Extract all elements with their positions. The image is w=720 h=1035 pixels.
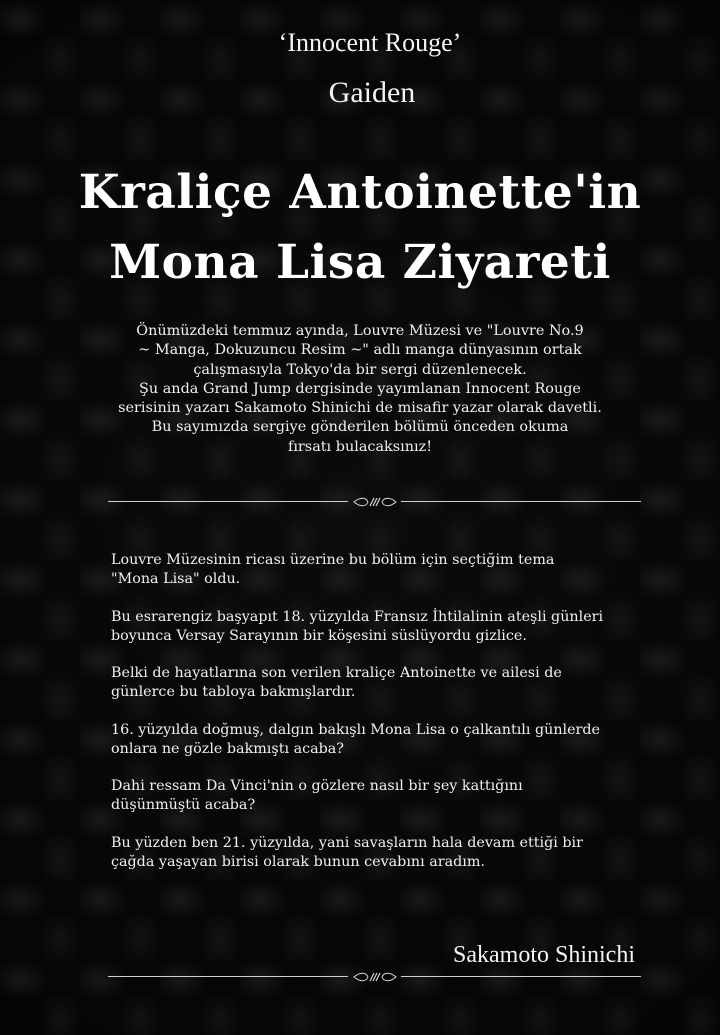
note-line: düşünmüştü acaba? bbox=[111, 797, 256, 813]
note-line: 16. yüzyılda doğmuş, dalgın bakışlı Mona Lisa o çalkantılı günlerde bbox=[111, 721, 601, 738]
note-line: "Mona Lisa" oldu. bbox=[111, 571, 241, 587]
chapter-title-line-1: Kraliçe Antoinette'in bbox=[78, 165, 642, 220]
intro-line: Önümüzdeki temmuz ayında, Louvre Müzesi ve "Louvre No.9 bbox=[136, 323, 584, 339]
note-line: Dahi ressam Da Vinci'nin o gözlere nasıl bir şey kattığını bbox=[111, 778, 523, 794]
note-line: Bu yüzden ben 21. yüzyılda, yani savaşların hala devam ettiği bir bbox=[111, 834, 583, 851]
intro-line: fırsatı bulacaksınız! bbox=[288, 438, 432, 455]
top-divider bbox=[108, 494, 641, 510]
note-paragraph bbox=[111, 551, 651, 589]
author-note bbox=[111, 551, 651, 890]
author-signature: Sakamoto Shinichi bbox=[453, 942, 635, 968]
note-paragraph bbox=[111, 834, 651, 872]
bottom-divider bbox=[108, 969, 641, 985]
note-paragraph bbox=[111, 777, 651, 815]
chapter-title-line-2: Mona Lisa Ziyareti bbox=[109, 235, 611, 290]
divider-line-right bbox=[401, 501, 641, 502]
note-paragraph bbox=[111, 721, 651, 759]
note-paragraph bbox=[111, 608, 651, 646]
note-line: onlara ne gözle bakmıştı acaba? bbox=[111, 740, 344, 757]
note-line: Belki de hayatlarına son verilen kraliçe Antoinette ve ailesi de bbox=[111, 665, 562, 681]
flourish-ornament-icon bbox=[352, 494, 398, 510]
note-paragraph bbox=[111, 664, 651, 702]
intro-line: çalışmasıyla Tokyo'da bir sergi düzenlenecek. bbox=[193, 361, 527, 378]
divider-line-left bbox=[108, 976, 348, 977]
divider-line-right bbox=[401, 976, 641, 977]
divider-line-left bbox=[108, 501, 348, 502]
intro-line: ~ Manga, Dokuzuncu Resim ~" adlı manga dünyasının ortak bbox=[138, 342, 582, 359]
gaiden-label: Gaiden bbox=[328, 76, 416, 109]
note-line: Louvre Müzesinin ricası üzerine bu bölüm için seçtiğim tema bbox=[111, 552, 555, 568]
intro-line: Bu sayımızda sergiye gönderilen bölümü önceden okuma bbox=[151, 419, 569, 436]
series-title: ‘Innocent Rouge’ bbox=[278, 28, 462, 57]
note-line: Bu esrarengiz başyapıt 18. yüzyılda Fransız İhtilalinin ateşli günleri bbox=[111, 608, 604, 625]
intro-line: serisinin yazarı Sakamoto Shinichi de misafir yazar olarak davetli. bbox=[118, 400, 602, 417]
note-line: çağda yaşayan birisi olarak bunun cevabını aradım. bbox=[111, 853, 485, 870]
note-line: boyunca Versay Sarayının bir köşesini süslüyordu gizlice. bbox=[111, 627, 527, 644]
intro-blurb bbox=[88, 322, 632, 457]
note-line: günlerce bu tabloya bakmışlardır. bbox=[111, 684, 356, 700]
flourish-ornament-icon bbox=[352, 969, 398, 985]
intro-line: Şu anda Grand Jump dergisinde yayımlanan Innocent Rouge bbox=[139, 380, 581, 397]
